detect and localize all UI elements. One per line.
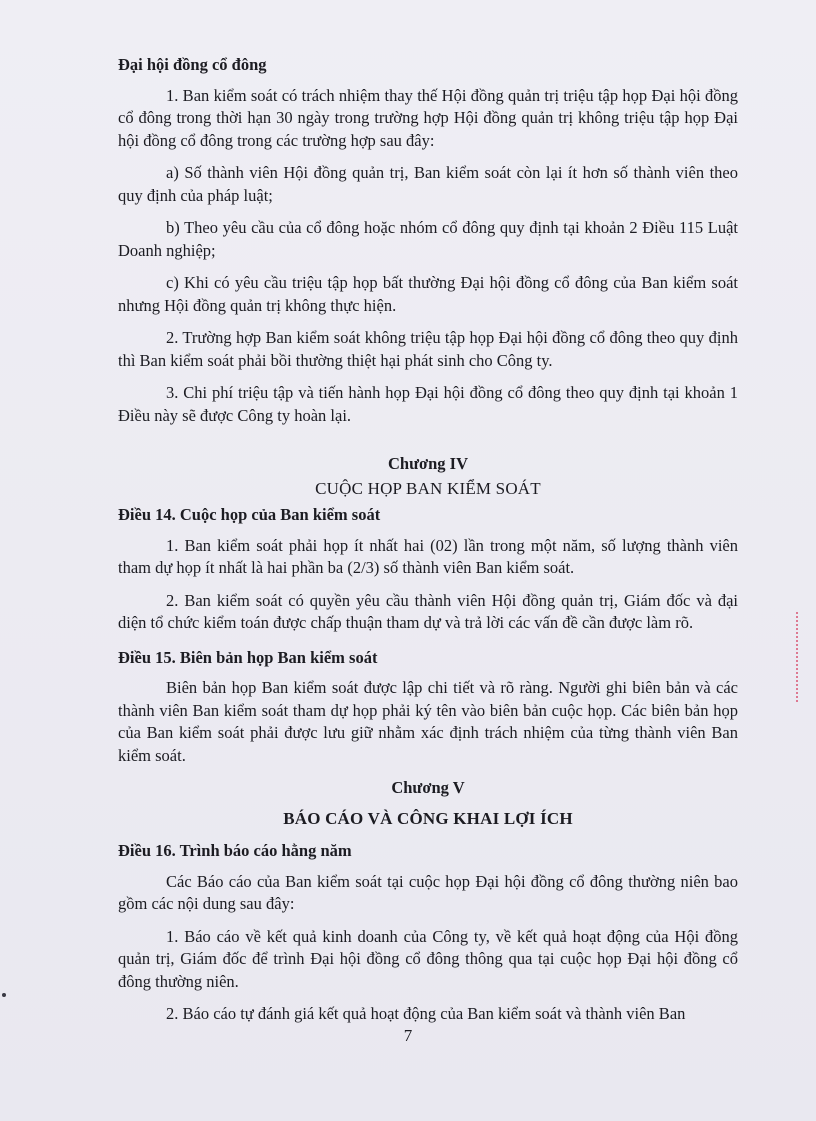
page-content <box>118 54 738 1036</box>
paragraph: Biên bản họp Ban kiểm soát được lập chi tiết và rõ ràng. Người ghi biên bản và các thành viên Ban kiểm soát tham dự họp phải ký tên vào biên bản cuộc họp. Các biên bản họp của Ban kiểm soát phải được lưu giữ nhằm xác định trách nhiệm của từng thành viên Ban kiểm soát. <box>118 678 738 765</box>
paragraph: 1. Ban kiểm soát có trách nhiệm thay thế Hội đồng quản trị triệu tập họp Đại hội đồng cổ đông trong thời hạn 30 ngày trong trường hợp Hội đồng quản trị không triệu tập họp Đại hội đồng cổ đông trong các trường hợp sau đây: <box>118 85 738 150</box>
section-heading: Đại hội đồng cổ đông <box>118 55 267 74</box>
paragraph: 1. Ban kiểm soát phải họp ít nhất hai (02) lần trong một năm, số lượng thành viên tham dự họp ít nhất là hai phần ba (2/3) số thành viên Ban kiểm soát. <box>118 535 738 577</box>
stamp-edge-mark <box>796 612 816 702</box>
article-heading: Điều 16. Trình báo cáo hằng năm <box>118 841 352 860</box>
paragraph: 3. Chi phí triệu tập và tiến hành họp Đại hội đồng cổ đông theo quy định tại khoản 1 Điều này sẽ được Công ty hoàn lại. <box>118 383 738 425</box>
chapter-title: CUỘC HỌP BAN KIỂM SOÁT <box>315 478 541 498</box>
article-heading: Điều 14. Cuộc họp của Ban kiểm soát <box>118 505 381 524</box>
paragraph: b) Theo yêu cầu của cổ đông hoặc nhóm cổ đông quy định tại khoản 2 Điều 115 Luật Doanh nghiệp; <box>118 218 738 260</box>
paragraph: 2. Báo cáo tự đánh giá kết quả hoạt động của Ban kiểm soát và thành viên Ban <box>166 1004 686 1023</box>
chapter-number: Chương IV <box>387 454 469 473</box>
paragraph: 2. Trường hợp Ban kiểm soát không triệu tập họp Đại hội đồng cổ đông theo quy định thì Ban kiểm soát phải bồi thường thiệt hại phát sinh cho Công ty. <box>118 328 738 370</box>
scan-speck <box>2 993 6 997</box>
paragraph: Các Báo cáo của Ban kiểm soát tại cuộc họp Đại hội đồng cổ đông thường niên bao gồm các nội dung sau đây: <box>118 871 738 913</box>
chapter-title: BÁO CÁO VÀ CÔNG KHAI LỢI ÍCH <box>283 808 573 828</box>
paragraph: 1. Báo cáo về kết quả kinh doanh của Công ty, về kết quả hoạt động của Hội đồng quản trị, Giám đốc để trình Đại hội đồng cổ đông thông qua tại cuộc họp Đại hội đồng cổ đông thường niên. <box>118 926 738 991</box>
paragraph: 2. Ban kiểm soát có quyền yêu cầu thành viên Hội đồng quản trị, Giám đốc và đại diện tổ chức kiểm toán được chấp thuận tham dự và trả lời các vấn đề cần được làm rõ. <box>118 590 738 632</box>
paragraph: c) Khi có yêu cầu triệu tập họp bất thường Đại hội đồng cổ đông của Ban kiểm soát nhưng Hội đồng quản trị không thực hiện. <box>118 273 738 315</box>
article-heading: Điều 15. Biên bản họp Ban kiểm soát <box>118 647 378 667</box>
page-number: 7 <box>403 1026 413 1045</box>
paragraph: a) Số thành viên Hội đồng quản trị, Ban kiểm soát còn lại ít hơn số thành viên theo quy định của pháp luật; <box>118 163 738 205</box>
chapter-number: Chương V <box>391 778 465 797</box>
